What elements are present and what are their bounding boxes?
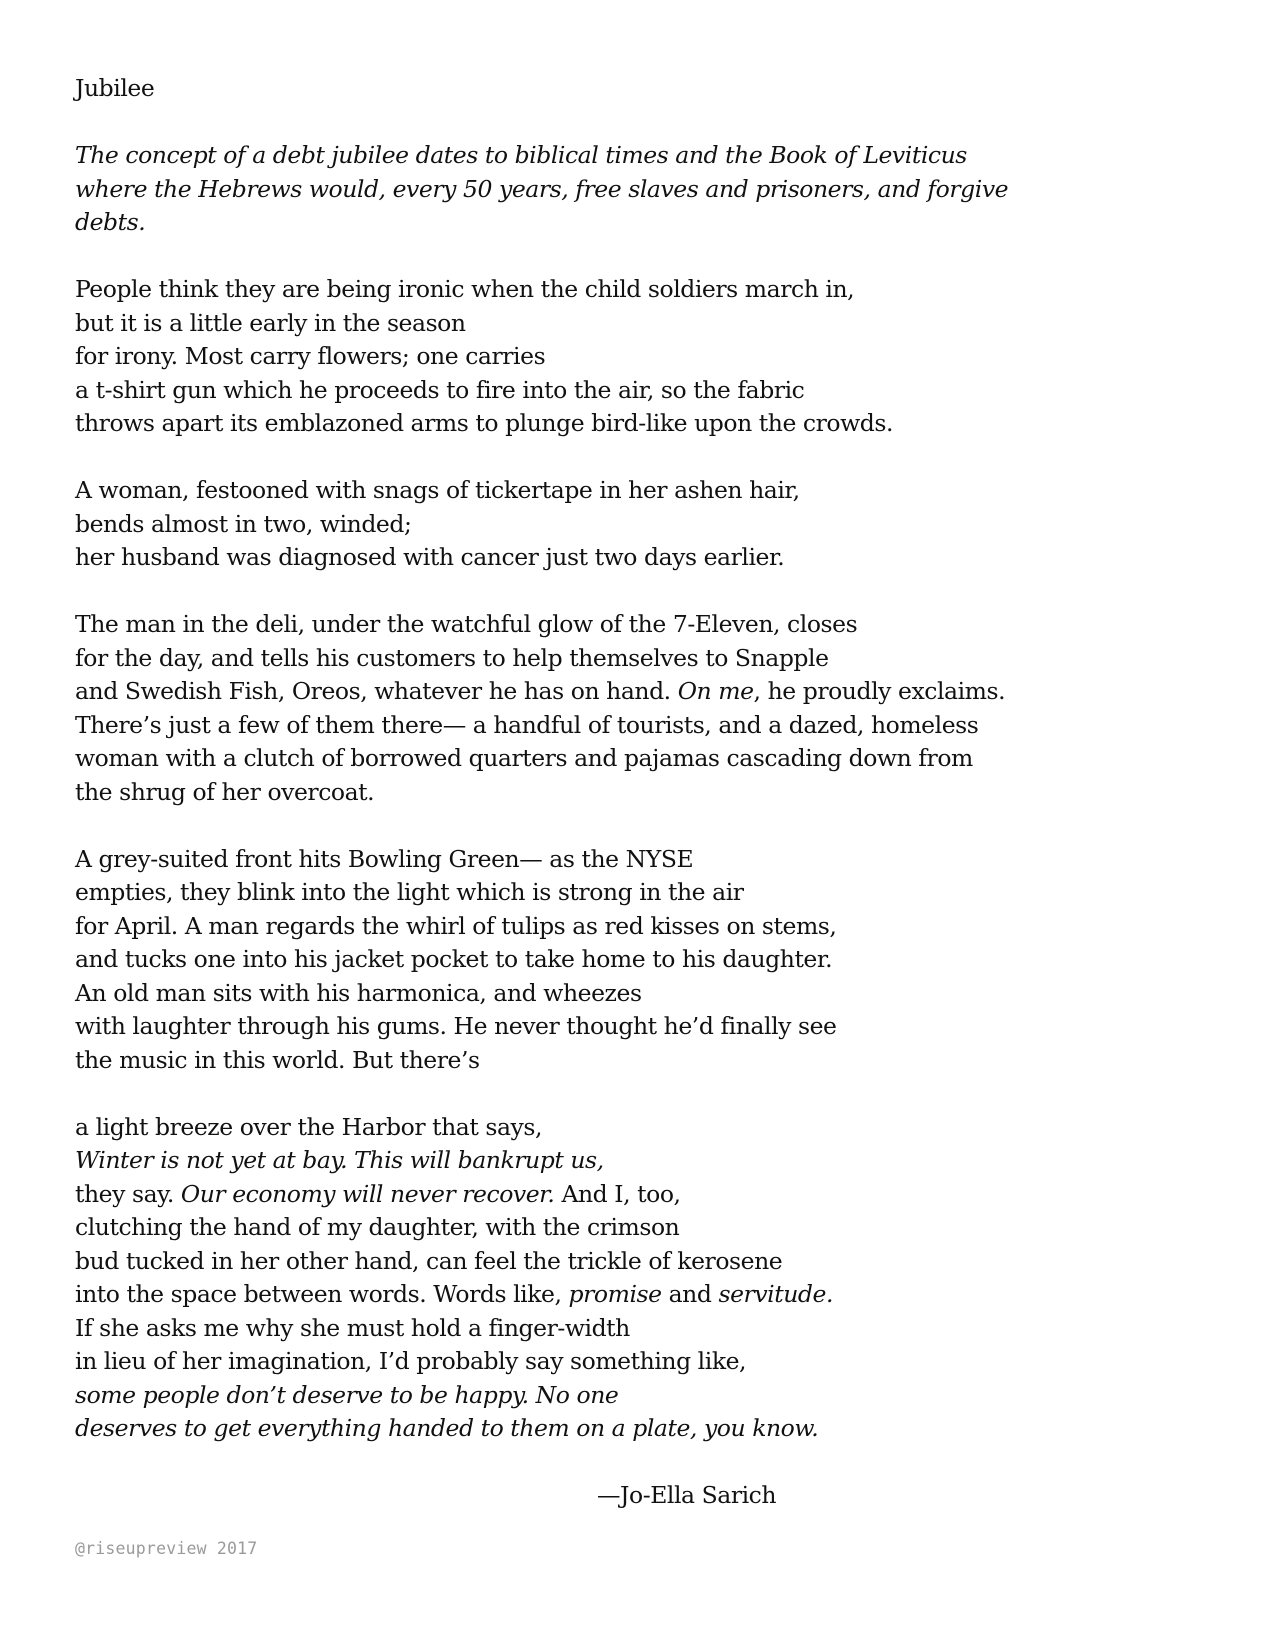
poem-page — [75, 72, 1215, 1513]
poem-line: the shrug of her overcoat. — [75, 777, 375, 806]
epigraph-line: debts. — [75, 208, 146, 236]
line-text: into the space between words. Words like, — [75, 1280, 569, 1308]
poem-line: empties, they blink into the light which is strong in the air — [75, 878, 744, 906]
poem-line: The man in the deli, under the watchful glow of the 7-Eleven, closes — [75, 610, 858, 638]
line-text: and Swedish Fish, Oreos, whatever he has on hand. — [75, 677, 678, 705]
poem-line — [75, 1178, 1215, 1212]
poem-line: some people don’t deserve to be happy. No one — [75, 1380, 619, 1409]
line-text: , he proudly exclaims. — [753, 677, 1006, 705]
stanza-4 — [75, 843, 1215, 1078]
poem-line: A woman, festooned with snags of tickertape in her ashen hair, — [75, 476, 800, 504]
poem-line: bends almost in two, winded; — [75, 509, 412, 538]
poem-line: with laughter through his gums. He never thought he’d finally see — [75, 1012, 837, 1040]
italic-phrase: Our economy will never recover. — [180, 1179, 555, 1208]
poem-line: the music in this world. But there’s — [75, 1045, 480, 1074]
poem-line: in lieu of her imagination, I’d probably say something like, — [75, 1347, 747, 1375]
stanza-2 — [75, 474, 1215, 575]
italic-phrase: promise — [568, 1280, 662, 1308]
line-text: and — [661, 1280, 719, 1308]
author-attribution: —Jo-Ella Sarich — [597, 1481, 777, 1509]
poem-line: for April. A man regards the whirl of tulips as red kisses on stems, — [75, 911, 837, 940]
copyright-footer: @riseupreview 2017 — [75, 1539, 258, 1558]
poem-line: If she asks me why she must hold a finger-width — [75, 1313, 630, 1342]
poem-line: A grey-suited front hits Bowling Green— as the NYSE — [75, 844, 694, 873]
poem-line: People think they are being ironic when the child soldiers march in, — [75, 275, 855, 303]
epigraph-line: The concept of a debt jubilee dates to biblical times and the Book of Leviticus — [75, 141, 967, 169]
poem-title: Jubilee — [75, 74, 155, 102]
stanza-3 — [75, 608, 1215, 809]
italic-phrase: On me — [677, 677, 754, 705]
poem-line: for irony. Most carry flowers; one carries — [75, 342, 546, 370]
epigraph — [75, 139, 1215, 240]
line-text: And I, too, — [554, 1179, 681, 1208]
poem-line: throws apart its emblazoned arms to plunge bird-like upon the crowds. — [75, 409, 894, 437]
epigraph-line: where the Hebrews would, every 50 years, free slaves and prisoners, and forgive — [75, 174, 1009, 203]
line-text: they say. — [75, 1179, 181, 1208]
poem-line: Winter is not yet at bay. This will bankrupt us, — [75, 1146, 604, 1174]
poem-line: bud tucked in her other hand, can feel the trickle of kerosene — [75, 1246, 783, 1275]
poem-line: but it is a little early in the season — [75, 308, 466, 337]
stanza-1 — [75, 273, 1215, 441]
poem-line: for the day, and tells his customers to help themselves to Snapple — [75, 643, 829, 672]
poem-line: her husband was diagnosed with cancer just two days earlier. — [75, 543, 785, 571]
italic-phrase: servitude. — [718, 1280, 833, 1308]
poem-line: deserves to get everything handed to them on a plate, you know. — [75, 1414, 819, 1442]
poem-line: a t-shirt gun which he proceeds to fire into the air, so the fabric — [75, 375, 805, 404]
poem-line — [75, 675, 1215, 709]
poem-line — [75, 1278, 1215, 1312]
poem-line: An old man sits with his harmonica, and wheezes — [75, 978, 642, 1007]
poem-line: a light breeze over the Harbor that says, — [75, 1112, 543, 1141]
stanza-5 — [75, 1111, 1215, 1446]
poem-line: and tucks one into his jacket pocket to take home to his daughter. — [75, 945, 833, 973]
poem-line: There’s just a few of them there— a handful of tourists, and a dazed, homeless — [75, 710, 979, 739]
poem-line: woman with a clutch of borrowed quarters and pajamas cascading down from — [75, 744, 973, 772]
poem-line: clutching the hand of my daughter, with the crimson — [75, 1213, 680, 1241]
